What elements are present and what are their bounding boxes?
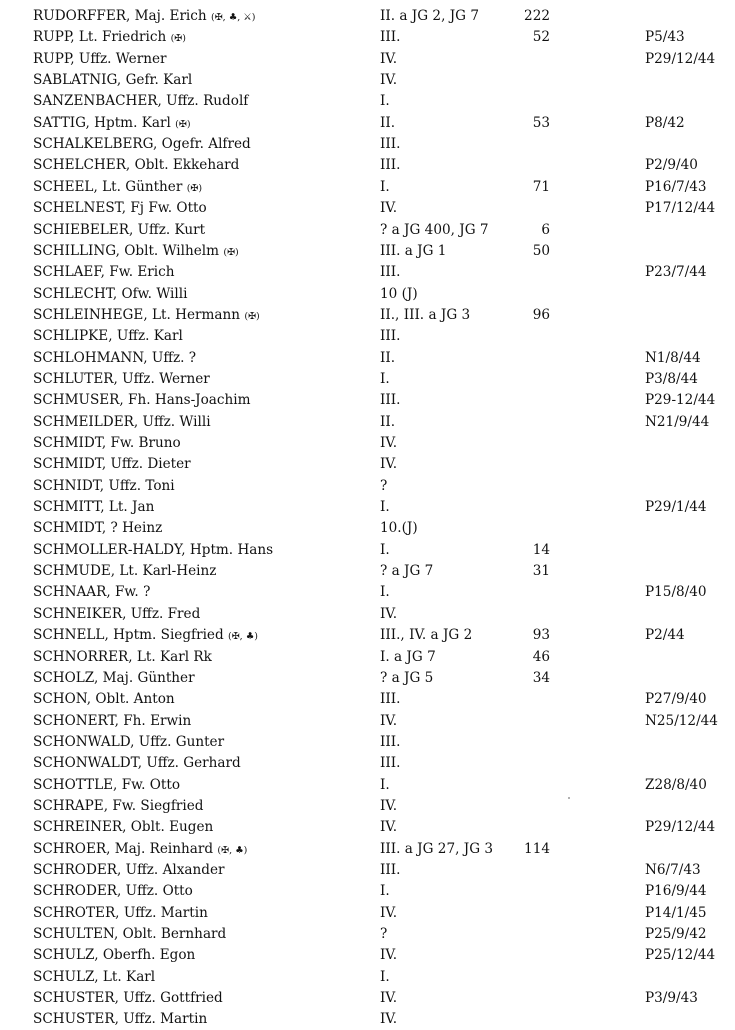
unit-cell: I. [380, 883, 390, 900]
pilot-name: SCHILLING, Oblt. Wilhelm [33, 242, 220, 259]
roster-row [0, 220, 735, 241]
roster-row [0, 753, 735, 774]
pilot-name-cell [33, 412, 363, 433]
victories-cell: 46 [532, 648, 550, 665]
roster-row [0, 967, 735, 988]
pilot-name: SCHULZ, Oberfh. Egon [33, 947, 196, 964]
pilot-name: SATTIG, Hptm. Karl [33, 114, 171, 131]
victories-cell: 50 [532, 242, 550, 259]
unit-cell: III. a JG 1 [380, 242, 447, 259]
pilot-name-cell [33, 668, 363, 689]
roster-row [0, 284, 735, 305]
pilot-name: SCHLAEF, Fw. Erich [33, 264, 175, 281]
pilot-name-cell [33, 91, 363, 112]
victories-cell: 222 [524, 8, 550, 24]
fate-cell: P23/7/44 [645, 264, 707, 281]
roster-row [0, 689, 735, 710]
unit-cell: IV. [380, 712, 398, 729]
fate-cell: P25/12/44 [645, 947, 716, 964]
roster-row [0, 647, 735, 668]
pilot-name-cell [33, 497, 363, 518]
roster-row [0, 70, 735, 91]
fate-cell: N1/8/44 [645, 349, 701, 366]
roster-row [0, 476, 735, 497]
fate-cell: P2/9/40 [645, 157, 698, 174]
pilot-name: SCHONERT, Fh. Erwin [33, 712, 192, 729]
roster-row [0, 732, 735, 753]
roster-row [0, 1009, 735, 1030]
victories-cell: 114 [524, 840, 550, 857]
pilot-name: SCHOLZ, Maj. Günther [33, 669, 195, 686]
pilot-name: SCHROER, Maj. Reinhard [33, 840, 214, 857]
pilot-name: SCHLECHT, Ofw. Willi [33, 285, 188, 302]
roster-row [0, 262, 735, 283]
pilot-name: SCHONWALD, Uffz. Gunter [33, 733, 225, 750]
pilot-name: SCHIEBELER, Uffz. Kurt [33, 221, 206, 238]
pilot-name-cell [33, 582, 363, 603]
unit-cell: I. [380, 370, 390, 387]
victories-cell: 53 [532, 114, 550, 131]
victories-cell: 52 [532, 29, 550, 46]
pilot-name: SCHUSTER, Uffz. Martin [33, 1011, 208, 1028]
unit-cell: III. a JG 27, JG 3 [380, 840, 494, 857]
roster-row [0, 113, 735, 134]
pilot-name-cell [33, 903, 363, 924]
roster-row [0, 518, 735, 539]
victories-cell: 34 [532, 669, 550, 686]
pilot-name-cell [33, 70, 363, 91]
pilot-name: SCHMUSER, Fh. Hans-Joachim [33, 392, 251, 409]
unit-cell: I. a JG 7 [380, 648, 436, 665]
roster-row [0, 326, 735, 347]
pilot-name-cell [33, 689, 363, 710]
pilot-name-cell [33, 454, 363, 475]
unit-cell: III. [380, 29, 401, 46]
roster-row [0, 839, 735, 860]
pilot-name-cell [33, 284, 363, 305]
victories-cell: 14 [532, 541, 550, 558]
victories-cell: 31 [532, 563, 550, 580]
fate-cell: N21/9/44 [645, 413, 710, 430]
pilot-name-cell [33, 476, 363, 497]
roster-row [0, 540, 735, 561]
pilot-name: SCHALKELBERG, Ogefr. Alfred [33, 136, 251, 153]
unit-cell: IV. [380, 947, 398, 964]
pilot-name-cell [33, 326, 363, 347]
pilot-name-cell [33, 540, 363, 561]
roster-row [0, 625, 735, 646]
unit-cell: 10 (J) [380, 285, 418, 302]
fate-cell: P2/44 [645, 627, 685, 644]
pilot-name: SCHNAAR, Fw. ? [33, 584, 151, 601]
roster-row [0, 305, 735, 326]
roster-row [0, 711, 735, 732]
fate-cell: P3/9/43 [645, 990, 698, 1007]
unit-cell: I. [380, 968, 390, 985]
fate-cell: P25/9/42 [645, 926, 707, 943]
roster-row [0, 988, 735, 1009]
unit-cell: II., III. a JG 3 [380, 306, 471, 323]
roster-row [0, 881, 735, 902]
pilot-name-cell [33, 6, 363, 28]
pilot-name: SCHLEINHEGE, Lt. Hermann [33, 306, 241, 323]
fate-cell: P27/9/40 [645, 691, 707, 708]
fate-cell: N25/12/44 [645, 712, 718, 729]
pilot-name-cell [33, 604, 363, 625]
roster-row [0, 775, 735, 796]
fate-cell: N6/7/43 [645, 862, 701, 878]
pilot-name-cell [33, 49, 363, 70]
victories-cell: 96 [532, 306, 550, 323]
pilot-name-cell [33, 348, 363, 369]
fate-cell: P8/42 [645, 114, 685, 131]
award-symbols: (✠) [170, 33, 186, 45]
pilot-name: SCHULZ, Lt. Karl [33, 968, 156, 985]
victories-cell: 6 [541, 221, 550, 238]
pilot-name-cell [33, 113, 363, 135]
pilot-name-cell [33, 155, 363, 176]
pilot-name: SCHMIDT, Fw. Bruno [33, 435, 181, 451]
unit-cell: III. [380, 691, 401, 708]
unit-cell: IV. [380, 72, 398, 89]
unit-cell: III. [380, 733, 401, 750]
roster-row [0, 27, 735, 48]
unit-cell: II. a JG 2, JG 7 [380, 8, 480, 24]
unit-cell: 10.(J) [380, 520, 418, 537]
pilot-name: SCHMOLLER-HALDY, Hptm. Hans [33, 541, 274, 558]
pilot-name: SCHELNEST, Fj Fw. Otto [33, 200, 207, 217]
unit-cell: III. [380, 136, 401, 153]
roster-row [0, 497, 735, 518]
pilot-name: SCHNELL, Hptm. Siegfried [33, 627, 224, 644]
fate-cell: P5/43 [645, 29, 685, 46]
pilot-name-cell [33, 988, 363, 1009]
pilot-name: SCHEEL, Lt. Günther [33, 178, 183, 195]
unit-cell: I. [380, 584, 390, 601]
pilot-name: SCHNEIKER, Uffz. Fred [33, 605, 201, 622]
unit-cell: IV. [380, 797, 398, 814]
fate-cell: P16/9/44 [645, 883, 707, 900]
pilot-name: SCHUSTER, Uffz. Gottfried [33, 990, 223, 1007]
pilot-name-cell [33, 220, 363, 241]
roster-row [0, 49, 735, 70]
pilot-name-cell [33, 732, 363, 753]
pilot-name: SCHMUDE, Lt. Karl-Heinz [33, 563, 217, 580]
pilot-name-cell [33, 561, 363, 582]
award-symbols: (✠, ♣) [217, 844, 248, 856]
pilot-name: SCHRODER, Uffz. Alxander [33, 862, 225, 878]
unit-cell: IV. [380, 904, 398, 921]
unit-cell: I. [380, 776, 390, 793]
pilot-name-cell [33, 433, 363, 454]
pilot-name: SCHMITT, Lt. Jan [33, 499, 155, 516]
roster-row [0, 241, 735, 262]
pilot-name-cell [33, 753, 363, 774]
unit-cell: ? a JG 7 [380, 563, 434, 580]
unit-cell: IV. [380, 200, 398, 217]
unit-cell: III. [380, 755, 401, 772]
pilot-name: SCHELCHER, Oblt. Ekkehard [33, 157, 240, 174]
unit-cell: IV. [380, 435, 398, 451]
pilot-name: SCHONWALDT, Uffz. Gerhard [33, 755, 241, 772]
pilot-name: RUPP, Lt. Friedrich [33, 29, 167, 46]
unit-cell: IV. [380, 456, 398, 473]
pilot-name: SCHLUTER, Uffz. Werner [33, 370, 210, 387]
pilot-name-cell [33, 817, 363, 838]
unit-cell: I. [380, 499, 390, 516]
pilot-name: RUDORFFER, Maj. Erich [33, 8, 207, 24]
roster-row [0, 155, 735, 176]
pilot-name-cell [33, 860, 363, 881]
unit-cell: ? [380, 926, 388, 943]
award-symbols: (✠) [244, 310, 260, 322]
pilot-name-cell [33, 518, 363, 539]
unit-cell: IV. [380, 819, 398, 836]
scan-speck [568, 797, 570, 799]
pilot-name-cell [33, 625, 363, 647]
unit-cell: IV. [380, 1011, 398, 1028]
roster-row [0, 796, 735, 817]
pilot-name-cell [33, 198, 363, 219]
unit-cell: ? a JG 400, JG 7 [380, 221, 489, 238]
pilot-name: SCHOTTLE, Fw. Otto [33, 776, 181, 793]
pilot-name: SCHLIPKE, Uffz. Karl [33, 328, 183, 345]
pilot-name-cell [33, 796, 363, 817]
unit-cell: IV. [380, 605, 398, 622]
pilot-name-cell [33, 647, 363, 668]
pilot-name: SCHON, Oblt. Anton [33, 691, 175, 708]
fate-cell: P3/8/44 [645, 370, 698, 387]
pilot-name-cell [33, 924, 363, 945]
victories-cell: 71 [532, 178, 550, 195]
fate-cell: P29/1/44 [645, 499, 707, 516]
pilot-name: SCHRODER, Uffz. Otto [33, 883, 193, 900]
roster-row [0, 6, 735, 27]
roster-row [0, 582, 735, 603]
pilot-name-cell [33, 241, 363, 263]
fate-cell: P16/7/43 [645, 178, 707, 195]
pilot-name: SCHNORRER, Lt. Karl Rk [33, 648, 212, 665]
pilot-name: SCHULTEN, Oblt. Bernhard [33, 926, 227, 943]
unit-cell: ? [380, 477, 388, 494]
pilot-name-cell [33, 134, 363, 155]
pilot-name-cell [33, 711, 363, 732]
unit-cell: III. [380, 328, 401, 345]
fate-cell: Z28/8/40 [645, 776, 707, 793]
fate-cell: P29/12/44 [645, 819, 716, 836]
pilot-name-cell [33, 1009, 363, 1030]
unit-cell: I. [380, 178, 390, 195]
unit-cell: II. [380, 413, 396, 430]
pilot-name: SANZENBACHER, Uffz. Rudolf [33, 93, 249, 110]
award-symbols: (✠) [223, 246, 239, 258]
fate-cell: P15/8/40 [645, 584, 707, 601]
pilot-name-cell [33, 881, 363, 902]
pilot-name-cell [33, 27, 363, 49]
unit-cell: I. [380, 93, 390, 110]
award-symbols: (✠) [186, 182, 203, 194]
pilot-name-cell [33, 967, 363, 988]
unit-cell: III. [380, 392, 401, 409]
unit-cell: III. [380, 264, 401, 281]
roster-row [0, 604, 735, 625]
roster-row [0, 134, 735, 155]
roster-row [0, 177, 735, 198]
pilot-name: SCHLOHMANN, Uffz. ? [33, 349, 197, 366]
pilot-name-cell [33, 775, 363, 796]
roster-row [0, 412, 735, 433]
fate-cell: P17/12/44 [645, 200, 716, 217]
award-symbols: (✠, ♣) [228, 631, 258, 643]
pilot-name: SCHREINER, Oblt. Eugen [33, 819, 214, 836]
unit-cell: III. [380, 862, 401, 878]
pilot-name: RUPP, Uffz. Werner [33, 50, 167, 67]
roster-row [0, 817, 735, 838]
roster-row [0, 369, 735, 390]
pilot-name-cell [33, 305, 363, 327]
victories-cell: 93 [532, 627, 550, 644]
unit-cell: III., IV. a JG 2 [380, 627, 473, 644]
unit-cell: IV. [380, 50, 398, 67]
pilot-name-cell [33, 262, 363, 283]
roster-row [0, 668, 735, 689]
fate-cell: P29/12/44 [645, 50, 716, 67]
roster-row [0, 903, 735, 924]
pilot-name-cell [33, 369, 363, 390]
unit-cell: ? a JG 5 [380, 669, 434, 686]
unit-cell: III. [380, 157, 401, 174]
roster-row [0, 433, 735, 454]
pilot-name-cell [33, 390, 363, 411]
roster-row [0, 390, 735, 411]
roster-row [0, 454, 735, 475]
unit-cell: I. [380, 541, 390, 558]
pilot-name: SCHMIDT, Uffz. Dieter [33, 456, 191, 473]
roster-row [0, 860, 735, 881]
roster-row [0, 924, 735, 945]
award-symbols: (✠, ♣, ⚔) [210, 12, 256, 23]
roster-row [0, 945, 735, 966]
roster-row [0, 561, 735, 582]
pilot-name-cell [33, 177, 363, 199]
award-symbols: (✠) [175, 118, 191, 130]
unit-cell: II. [380, 349, 396, 366]
fate-cell: P29-12/44 [645, 392, 716, 409]
pilot-name: SABLATNIG, Gefr. Karl [33, 72, 193, 89]
pilot-name: SCHRAPE, Fw. Siegfried [33, 797, 204, 814]
pilot-name-cell [33, 839, 363, 861]
pilot-name: SCHMEILDER, Uffz. Willi [33, 413, 211, 430]
roster-row [0, 198, 735, 219]
pilot-name: SCHNIDT, Uffz. Toni [33, 477, 175, 494]
pilot-name: SCHROTER, Uffz. Martin [33, 904, 208, 921]
unit-cell: IV. [380, 990, 398, 1007]
fate-cell: P14/1/45 [645, 904, 707, 921]
pilot-name-cell [33, 945, 363, 966]
unit-cell: II. [380, 114, 396, 131]
roster-row [0, 348, 735, 369]
roster-row [0, 91, 735, 112]
pilot-name: SCHMIDT, ? Heinz [33, 520, 163, 537]
